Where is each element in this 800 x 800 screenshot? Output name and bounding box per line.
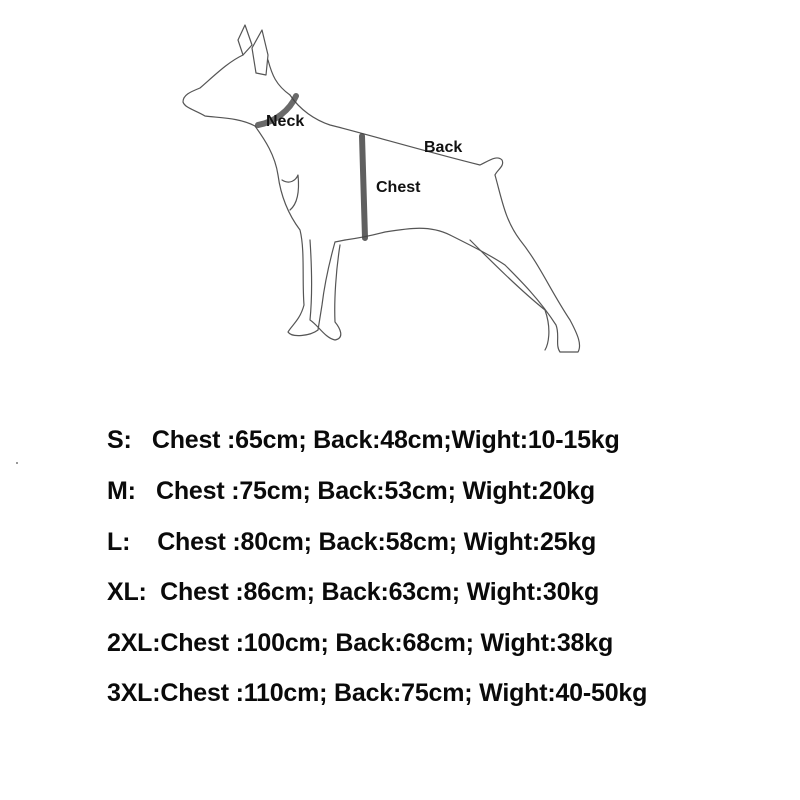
chest-label: Chest (376, 179, 421, 196)
chest-measure-band (362, 136, 365, 238)
size-row-l (107, 528, 596, 557)
size-details: Chest :100cm; Back:68cm; Wight:38kg (160, 629, 614, 657)
size-label: 2XL: (107, 629, 161, 657)
stray-dot (16, 462, 18, 464)
size-details: Chest :110cm; Back:75cm; Wight:40-50kg (160, 679, 648, 707)
size-details: Chest :75cm; Back:53cm; Wight:20kg (156, 477, 595, 505)
back-label: Back (424, 139, 463, 156)
size-row-2xl (107, 629, 613, 658)
size-label: S: (107, 426, 152, 454)
size-details: Chest :80cm; Back:58cm; Wight:25kg (157, 528, 597, 556)
size-details: Chest :86cm; Back:63cm; Wight:30kg (160, 578, 600, 606)
size-row-3xl (107, 679, 647, 708)
size-label: XL: (107, 578, 161, 606)
size-row-xl (107, 578, 599, 607)
size-row-m (107, 477, 595, 506)
neck-label: Neck (266, 113, 305, 130)
size-label: M: (107, 477, 156, 505)
size-label: 3XL: (107, 679, 161, 707)
size-label: L: (107, 528, 158, 556)
size-row-s (107, 426, 620, 455)
size-details: Chest :65cm; Back:48cm;Wight:10-15kg (151, 426, 620, 454)
